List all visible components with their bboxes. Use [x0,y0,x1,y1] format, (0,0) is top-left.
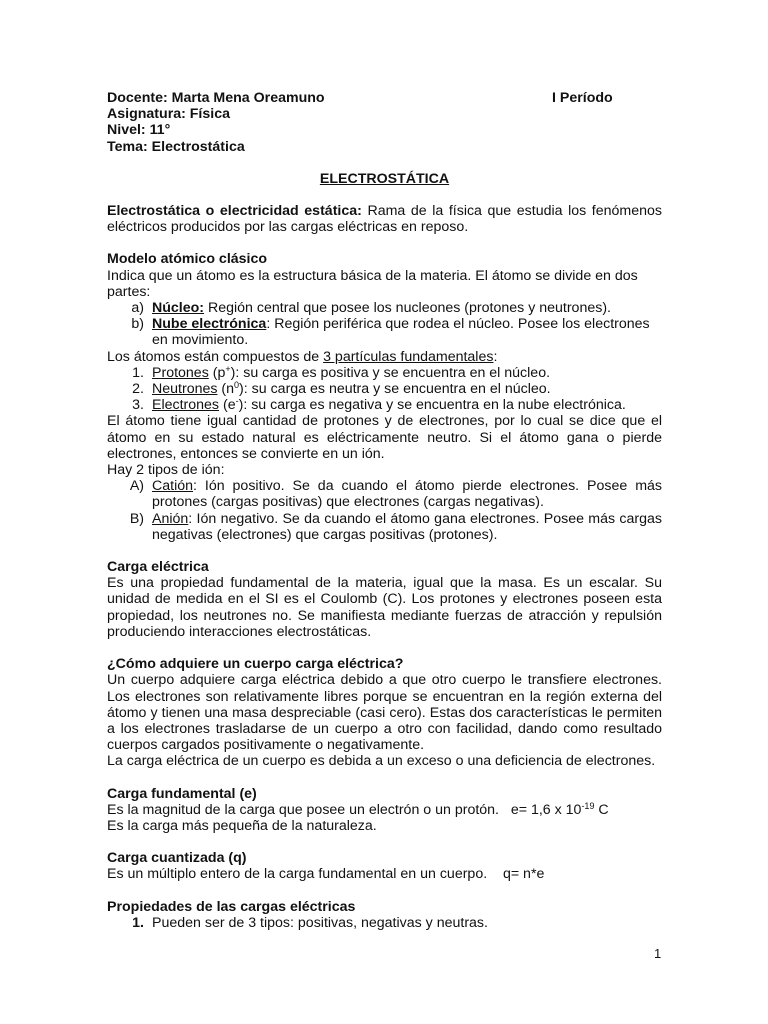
particles-intro [107,349,662,365]
particle-text: ): su carga es positiva y se encuentra en el núcleo. [230,364,551,381]
list-text: : Región periférica que rodea el núcleo. Posee los electrones en movimiento. [152,316,650,349]
teacher-line: Docente: Marta Mena Oreamuno [107,90,325,106]
list-marker: A) [129,478,144,495]
list-marker: 1. [132,914,144,931]
particle-name: Electrones [152,397,220,414]
document-title: ELECTROSTÁTICA [319,170,450,187]
period-label: I Período [552,90,613,106]
particle-sup: - [235,396,239,407]
fundamental-line [107,802,662,818]
modelo-text: Indica que un átomo es la estructura básica de la materia. El átomo se divide en dos partes: [107,267,638,300]
list-item [107,397,662,413]
como-text: Un cuerpo adquiere carga eléctrica debido a que otro cuerpo le transfiere electrones. Los electrones son relativamente libres porque se encuentran en la región externa del átomo y tienen una masa despreciable (casi cero). Estas dos características le permiten a los electrones trasladarse de un cuerpo a otro con facilidad, dando como resultado cuerpos cargados positivamente o negativamente. [107,672,662,754]
list-item [107,381,662,397]
list-term: Núcleo: [152,300,205,317]
list-marker: 2. [132,381,144,398]
intro-term: Electrostática o electricidad estática: [107,203,362,220]
list-item [107,478,662,510]
carga-text: Es una propiedad fundamental de la materia, igual que la masa. Es un escalar. Su unidad de medida en el SI es el Coulomb (C). Los protones y electrones poseen esta propiedad, los neutrones no. Se manifiesta mediante fuerzas de atracción y repulsión produciendo interacciones electrostáticas. [107,575,662,640]
list-marker: a) [131,300,144,317]
cuantizada-line [107,866,662,882]
list-item [107,511,662,543]
list-marker: 1. [132,364,144,381]
list-marker: b) [131,316,144,333]
particle-symbol: (e [219,397,236,414]
ion-intro: Hay 2 tipos de ión: [107,462,225,479]
particle-sup: 0 [234,380,240,391]
subject-line: Asignatura: Física [107,106,230,123]
modelo-heading: Modelo atómico clásico [107,251,268,268]
particle-name: Protones [152,364,209,381]
list-term: Nube electrónica [152,316,267,333]
particle-text: ): su carga es negativa y se encuentra en la nube electrónica. [238,397,626,414]
header-block [107,90,662,155]
particle-name: Neutrones [152,381,218,398]
list-text: Pueden ser de 3 tipos: positivas, negativas y neutras. [152,914,488,931]
carga-heading: Carga eléctrica [107,559,209,576]
cuantizada-formula: q= n*e [502,866,545,883]
particles-intro-pre: Los átomos están compuestos de [107,348,324,365]
ion-text: : Ión negativo. Se da cuando el átomo gana electrones. Posee más cargas negativas (electrones) que cargas positivas (protones). [152,510,662,543]
particle-sup: + [225,363,231,374]
intro-text: Rama de la física que estudia los fenómenos eléctricos producidos por las cargas eléctricas en reposo. [107,203,663,236]
cuantizada-text: Es un múltiplo entero de la carga fundamental en un cuerpo. [107,866,488,883]
cuantizada-heading: Carga cuantizada (q) [107,850,247,867]
list-item [107,316,662,348]
como-text-2: La carga eléctrica de un cuerpo es debida a un exceso o una deficiencia de electrones. [107,753,656,770]
fundamental-exponent: -19 [581,800,595,811]
list-marker: 3. [132,397,144,414]
fundamental-text: Es la magnitud de la carga que posee un electrón o un protón. [107,801,499,818]
particle-text: ): su carga es neutra y se encuentra en el núcleo. [239,381,551,398]
list-item [107,365,662,381]
particle-symbol: (p [208,364,226,381]
fundamental-unit: C [594,801,609,818]
list-item [107,915,662,931]
document-page [107,90,662,931]
ion-text: : Ión positivo. Se da cuando el átomo pierde electrones. Posee más protones (cargas positivas) que electrones (cargas negativas). [152,478,662,511]
page-number: 1 [654,946,662,961]
propiedades-heading: Propiedades de las cargas eléctricas [107,898,356,915]
fundamental-heading: Carga fundamental (e) [107,785,257,802]
ion-name: Catión [152,478,194,495]
list-marker: B) [129,510,144,527]
como-heading: ¿Cómo adquiere un cuerpo carga eléctrica? [107,656,404,673]
fundamental-formula: e= 1,6 x 10 [510,801,582,818]
level-line: Nivel: 11° [107,122,171,139]
list-text: Región central que posee los nucleones (protones y neutrones). [204,300,611,317]
topic-line: Tema: Electrostática [107,138,245,155]
particle-symbol: (n [217,381,235,398]
fundamental-text-2: Es la carga más pequeña de la naturaleza. [107,817,377,834]
list-item [107,300,662,316]
particles-intro-post: : [493,348,498,365]
particles-intro-link: 3 partículas fundamentales [323,348,494,365]
ion-name: Anión [152,510,189,527]
intro-paragraph [107,203,662,235]
neutral-paragraph: El átomo tiene igual cantidad de protones y de electrones, por lo cual se dice que el átomo en su estado natural es eléctricamente neutro. Si el átomo gana o pierde electrones, entonces se convierte en un ión. [107,413,662,462]
